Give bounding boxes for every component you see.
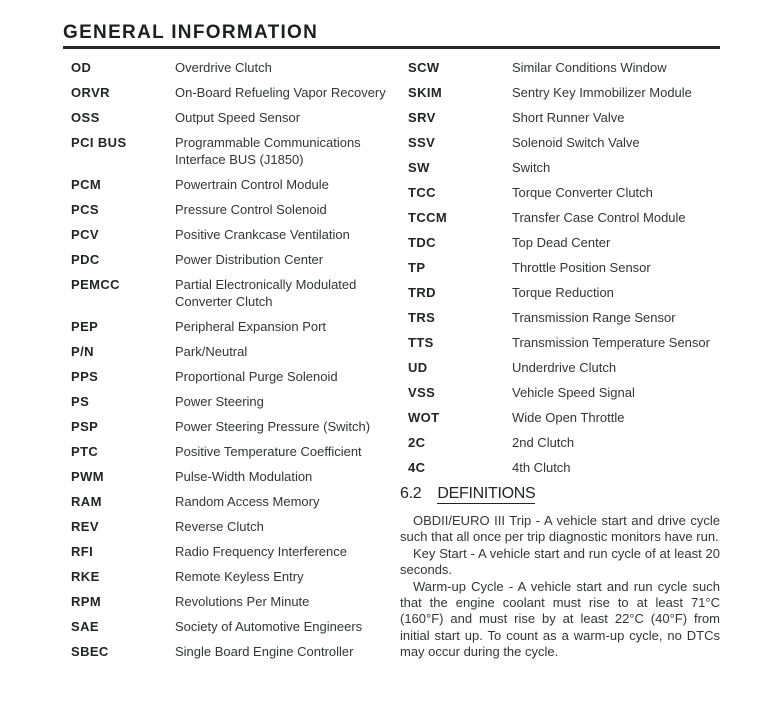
- glossary-definition: Power Steering: [175, 394, 264, 409]
- glossary-definition: Underdrive Clutch: [512, 360, 617, 375]
- glossary-abbreviation: PCI BUS: [71, 135, 127, 150]
- glossary-row: [400, 359, 720, 376]
- glossary-row: [63, 176, 400, 193]
- glossary-row: [400, 159, 720, 176]
- glossary-row: [63, 59, 400, 76]
- glossary-abbreviation: PWM: [71, 469, 104, 484]
- glossary-abbreviation: OD: [71, 60, 92, 75]
- glossary-definition: 4th Clutch: [512, 460, 571, 475]
- glossary-row: [63, 493, 400, 510]
- definitions-body: [400, 513, 720, 661]
- glossary-definition: Torque Converter Clutch: [512, 185, 653, 200]
- glossary-row: [63, 468, 400, 485]
- glossary-row: [63, 393, 400, 410]
- glossary-definition: Power Steering Pressure (Switch): [175, 419, 371, 434]
- glossary-abbreviation: PEMCC: [71, 277, 120, 292]
- glossary-abbreviation: PTC: [71, 444, 99, 459]
- glossary-definition: Transfer Case Control Module: [512, 210, 686, 225]
- glossary-row: [63, 443, 400, 460]
- glossary-abbreviation: SAE: [71, 619, 99, 634]
- glossary-definition: Single Board Engine Controller: [175, 644, 354, 659]
- glossary-abbreviation: RKE: [71, 569, 100, 584]
- glossary-definition: Society of Automotive Engineers: [175, 619, 363, 634]
- glossary-row: [63, 618, 400, 635]
- glossary-row: [63, 226, 400, 243]
- glossary-row: [63, 318, 400, 335]
- glossary-abbreviation: PDC: [71, 252, 100, 267]
- glossary-row: [63, 368, 400, 385]
- glossary-definition: Similar Conditions Window: [512, 60, 667, 75]
- glossary-definition: Wide Open Throttle: [512, 410, 625, 425]
- glossary-row: [400, 59, 720, 76]
- glossary-row: [63, 518, 400, 535]
- glossary-row: [63, 343, 400, 360]
- glossary-definition: On-Board Refueling Vapor Recovery: [175, 85, 386, 100]
- glossary-row: [400, 409, 720, 426]
- glossary-abbreviation: PPS: [71, 369, 99, 384]
- glossary-definition: Proportional Purge Solenoid: [175, 369, 338, 384]
- definition-paragraph: Key Start - A vehicle start and run cycle of at least 20 seconds.: [400, 545, 720, 578]
- glossary-abbreviation: SRV: [408, 110, 436, 125]
- glossary-definition: Switch: [512, 160, 551, 175]
- glossary-abbreviation: PCM: [71, 177, 102, 192]
- page-title: GENERAL INFORMATION: [63, 22, 319, 43]
- glossary-row: [63, 84, 400, 101]
- glossary-abbreviation: SSV: [408, 135, 436, 150]
- glossary-definition: Reverse Clutch: [175, 519, 264, 534]
- glossary-definition: Sentry Key Immobilizer Module: [512, 85, 692, 100]
- glossary-definition: Park/Neutral: [175, 344, 248, 359]
- glossary-abbreviation: TCCM: [408, 210, 448, 225]
- glossary-row: [400, 184, 720, 201]
- glossary-abbreviation: PS: [71, 394, 90, 409]
- section-heading-label: DEFINITIONS: [437, 485, 536, 502]
- glossary-abbreviation: TDC: [408, 235, 436, 250]
- glossary-row: [400, 334, 720, 351]
- glossary-row: [400, 309, 720, 326]
- glossary-definition: Vehicle Speed Signal: [512, 385, 635, 400]
- glossary-abbreviation: P/N: [71, 344, 94, 359]
- glossary-row: [63, 568, 400, 585]
- glossary-abbreviation: 4C: [408, 460, 426, 475]
- glossary-abbreviation: REV: [71, 519, 99, 534]
- glossary-abbreviation: TP: [408, 260, 426, 275]
- title-rule: [63, 46, 720, 49]
- glossary-definition: Overdrive Clutch: [175, 60, 272, 75]
- glossary-list-right: [400, 59, 720, 476]
- glossary-row: [63, 251, 400, 268]
- glossary-row: [400, 209, 720, 226]
- glossary-row: [63, 543, 400, 560]
- glossary-definition: Transmission Temperature Sensor: [512, 335, 710, 350]
- glossary-definition: Random Access Memory: [175, 494, 320, 509]
- glossary-definition: Positive Temperature Coefficient: [175, 444, 362, 459]
- glossary-definition: Pulse-Width Modulation: [175, 469, 313, 484]
- glossary-row: [400, 234, 720, 251]
- glossary-definition: Solenoid Switch Valve: [512, 135, 640, 150]
- glossary-abbreviation: SCW: [408, 60, 440, 75]
- glossary-abbreviation: WOT: [408, 410, 440, 425]
- glossary-definition: Remote Keyless Entry: [175, 569, 304, 584]
- glossary-abbreviation: RFI: [71, 544, 94, 559]
- glossary-row: [400, 434, 720, 451]
- glossary-abbreviation: PCS: [71, 202, 99, 217]
- glossary-row: [63, 593, 400, 610]
- glossary-row: [63, 134, 400, 168]
- glossary-abbreviation: RAM: [71, 494, 102, 509]
- glossary-definition: Radio Frequency Interference: [175, 544, 347, 559]
- glossary-row: [63, 109, 400, 126]
- glossary-definition: Powertrain Control Module: [175, 177, 329, 192]
- glossary-definition: Transmission Range Sensor: [512, 310, 676, 325]
- section-number: 6.2: [400, 485, 422, 502]
- glossary-row: [63, 418, 400, 435]
- glossary-column-left: [63, 59, 400, 668]
- glossary-definition: Programmable Communications Interface BUS (J1850): [175, 135, 361, 167]
- glossary-abbreviation: VSS: [408, 385, 436, 400]
- glossary-abbreviation: SBEC: [71, 644, 109, 659]
- glossary-definition: Power Distribution Center: [175, 252, 324, 267]
- glossary-row: [400, 84, 720, 101]
- glossary-row: [400, 384, 720, 401]
- glossary-abbreviation: TTS: [408, 335, 434, 350]
- glossary-abbreviation: PCV: [71, 227, 99, 242]
- glossary-definition: Peripheral Expansion Port: [175, 319, 327, 334]
- definition-paragraph: OBDII/EURO III Trip - A vehicle start and drive cycle such that all once per trip diagnostic monitors have run.: [400, 513, 720, 545]
- glossary-abbreviation: TRD: [408, 285, 436, 300]
- glossary-definition: Revolutions Per Minute: [175, 594, 310, 609]
- two-column-layout: [63, 59, 720, 668]
- glossary-abbreviation: OSS: [71, 110, 100, 125]
- glossary-row: [400, 259, 720, 276]
- glossary-definition: Torque Reduction: [512, 285, 614, 300]
- glossary-definition: Positive Crankcase Ventilation: [175, 227, 350, 242]
- glossary-column-right: [400, 59, 720, 668]
- glossary-abbreviation: SKIM: [408, 85, 443, 100]
- glossary-definition: 2nd Clutch: [512, 435, 575, 450]
- glossary-row: [400, 109, 720, 126]
- glossary-abbreviation: PSP: [71, 419, 99, 434]
- definitions-heading: [400, 484, 720, 503]
- glossary-row: [400, 459, 720, 476]
- glossary-definition: Throttle Position Sensor: [512, 260, 651, 275]
- definitions-section: [400, 484, 720, 661]
- glossary-row: [63, 643, 400, 660]
- glossary-abbreviation: TCC: [408, 185, 436, 200]
- glossary-abbreviation: UD: [408, 360, 428, 375]
- glossary-definition: Top Dead Center: [512, 235, 611, 250]
- definition-paragraph: Warm-up Cycle - A vehicle start and run cycle such that the engine coolant must rise to at least 71°C (160°F) and must rise by at least 22°C (40°F) from initial start up. To count as a warm-up cycle, no DTCs may occur during the cycle.: [400, 578, 720, 660]
- glossary-row: [63, 201, 400, 218]
- glossary-definition: Short Runner Valve: [512, 110, 625, 125]
- glossary-definition: Partial Electronically Modulated Converter Clutch: [175, 277, 357, 309]
- glossary-row: [400, 284, 720, 301]
- glossary-abbreviation: TRS: [408, 310, 436, 325]
- glossary-definition: Pressure Control Solenoid: [175, 202, 327, 217]
- glossary-abbreviation: RPM: [71, 594, 102, 609]
- glossary-abbreviation: SW: [408, 160, 430, 175]
- glossary-row: [63, 276, 400, 310]
- glossary-row: [400, 134, 720, 151]
- glossary-abbreviation: 2C: [408, 435, 426, 450]
- glossary-definition: Output Speed Sensor: [175, 110, 301, 125]
- glossary-abbreviation: PEP: [71, 319, 99, 334]
- glossary-abbreviation: ORVR: [71, 85, 110, 100]
